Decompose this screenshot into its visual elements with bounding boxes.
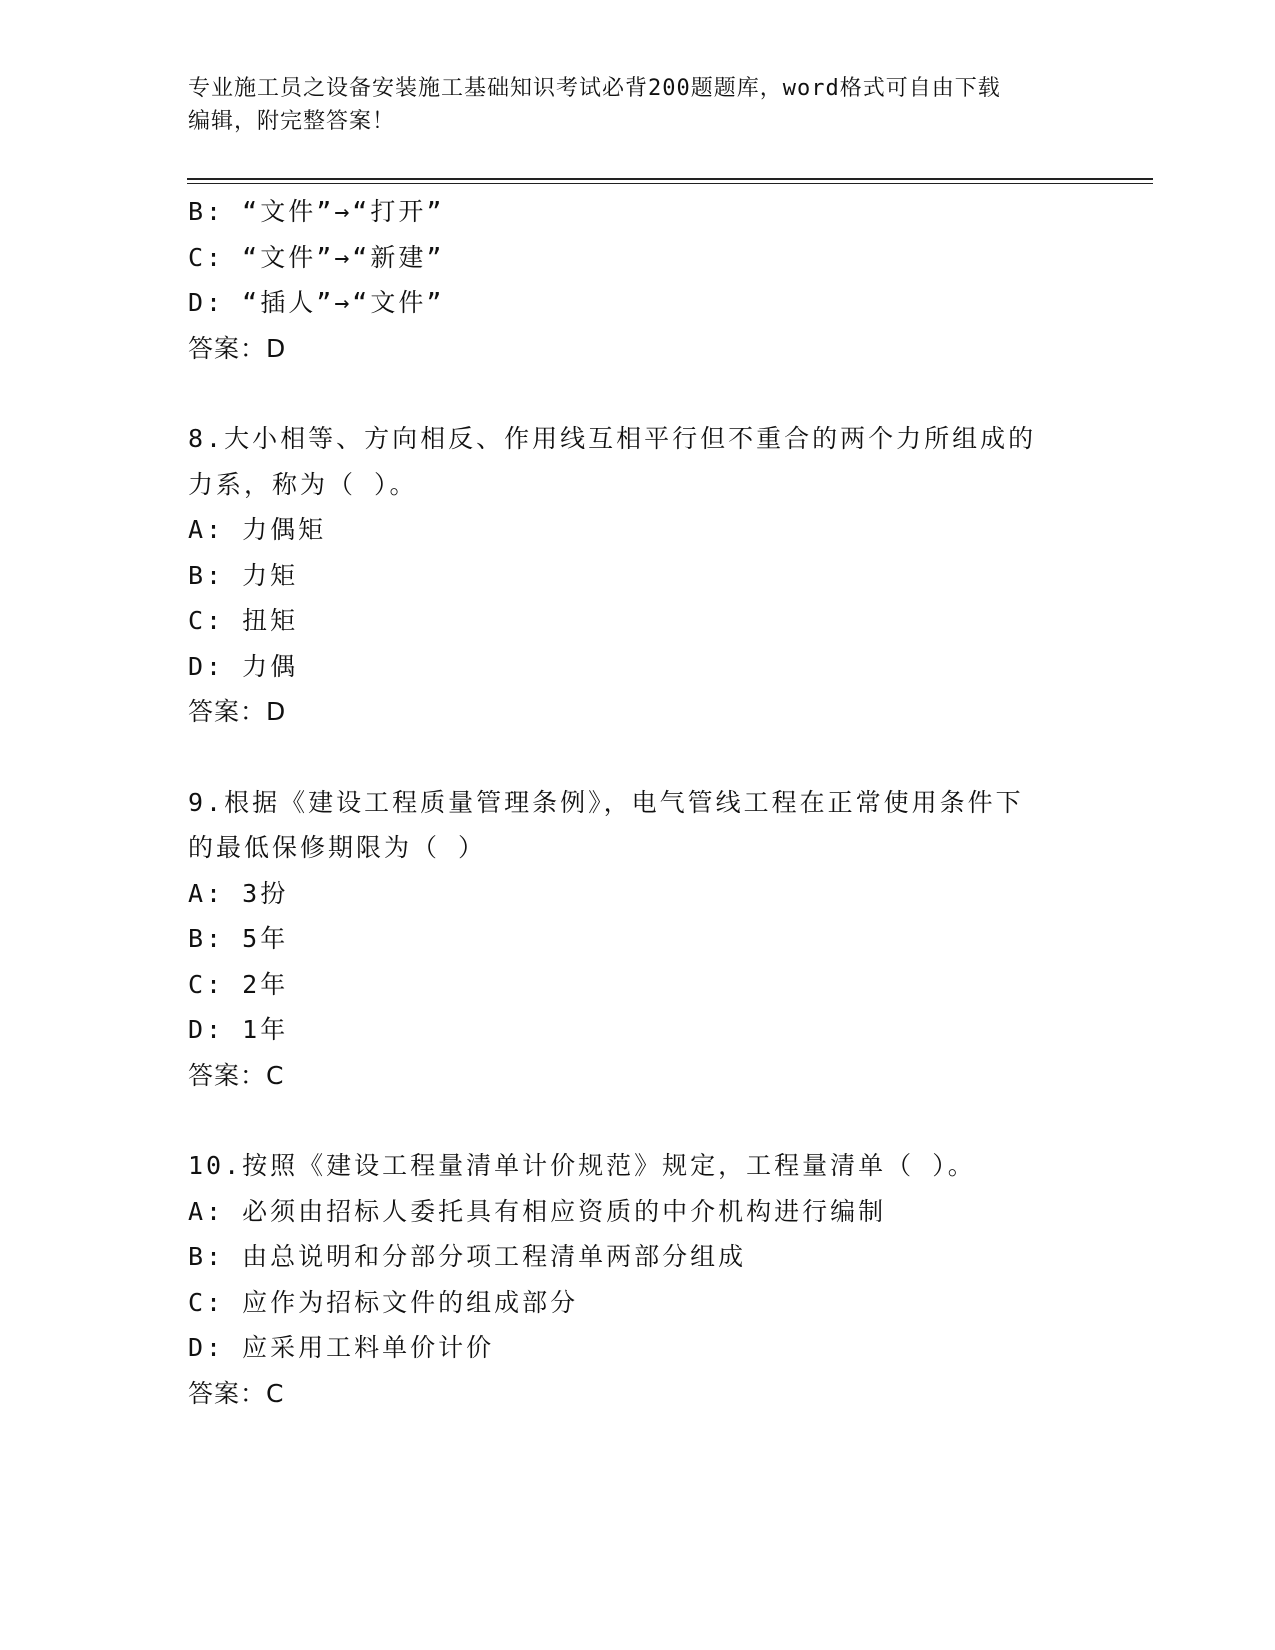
option-c: C: 应作为招标文件的组成部分	[188, 1287, 579, 1317]
document-header	[188, 72, 1088, 138]
option-a: A: 必须由招标人委托具有相应资质的中介机构进行编制	[188, 1196, 887, 1226]
option-d: D: 力偶	[188, 651, 299, 681]
answer: 答案：C	[188, 1378, 285, 1408]
option-d: D: “插人”→“文件”	[188, 288, 445, 317]
header-line-2: 编辑，附完整答案！	[188, 109, 396, 134]
question-7-continued	[188, 189, 1088, 371]
question-list	[188, 189, 1088, 1416]
option-b: B: 由总说明和分部分项工程清单两部分组成	[188, 1242, 747, 1271]
option-b: B: 5年	[188, 924, 289, 953]
header-divider-thin	[187, 183, 1153, 184]
option-a: A: 3扮	[188, 878, 289, 908]
answer: 答案：D	[188, 333, 287, 363]
question-text-line-1: 10.按照《建设工程量清单计价规范》规定，工程量清单（ ）。	[188, 1151, 976, 1180]
option-c: C: 扭矩	[188, 606, 299, 635]
option-d: D: 1年	[188, 1015, 289, 1044]
option-a: A: 力偶矩	[188, 515, 327, 544]
question-text-line-2: 的最低保修期限为（ ）	[188, 833, 487, 862]
spacer	[188, 1098, 1088, 1143]
option-b: B: 力矩	[188, 560, 299, 590]
answer: 答案：D	[188, 697, 287, 726]
spacer	[188, 371, 1088, 416]
header-divider-thick	[187, 178, 1153, 180]
option-c: C: 2年	[188, 969, 289, 999]
question-text-line-1: 9.根据《建设工程质量管理条例》，电气管线工程在正常使用条件下	[188, 787, 1024, 817]
option-c: C: “文件”→“新建”	[188, 242, 445, 272]
question-9	[188, 780, 1088, 1099]
option-d: D: 应采用工料单价计价	[188, 1333, 495, 1362]
spacer	[188, 735, 1088, 780]
question-text-line-2: 力系，称为（ ）。	[188, 469, 418, 499]
option-b: B: “文件”→“打开”	[188, 197, 445, 226]
answer: 答案：C	[188, 1060, 285, 1090]
header-line-1: 专业施工员之设备安装施工基础知识考试必背200题题库，word格式可自由下载	[188, 76, 1001, 101]
question-10	[188, 1143, 1088, 1416]
question-text-line-1: 8.大小相等、方向相反、作用线互相平行但不重合的两个力所组成的	[188, 424, 1037, 453]
question-8	[188, 416, 1088, 735]
